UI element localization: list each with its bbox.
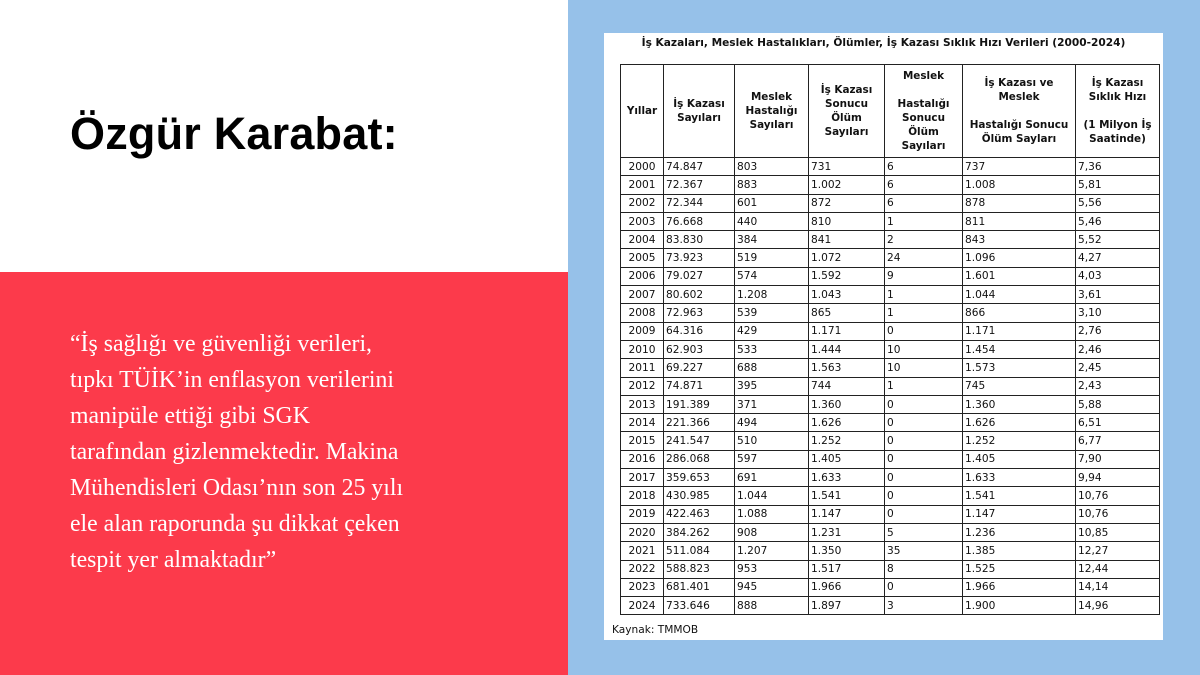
table-cell: 64.316 bbox=[664, 322, 735, 340]
table-cell: 10,76 bbox=[1076, 487, 1160, 505]
table-row bbox=[621, 304, 1160, 322]
table-row bbox=[621, 267, 1160, 285]
table-cell: 803 bbox=[735, 158, 809, 176]
table-row bbox=[621, 377, 1160, 395]
table-cell: 1 bbox=[885, 304, 963, 322]
year-cell: 2000 bbox=[621, 158, 664, 176]
title-area bbox=[0, 0, 568, 272]
table-cell: 1.252 bbox=[809, 432, 885, 450]
table-cell: 6 bbox=[885, 158, 963, 176]
table-row bbox=[621, 450, 1160, 468]
column-header: İş Kazası ve Meslek Hastalığı Sonucu Ölüm Sayları bbox=[963, 65, 1076, 158]
table-cell: 3,10 bbox=[1076, 304, 1160, 322]
year-cell: 2011 bbox=[621, 359, 664, 377]
table-cell: 1.147 bbox=[963, 505, 1076, 523]
table-cell: 80.602 bbox=[664, 286, 735, 304]
table-cell: 5,46 bbox=[1076, 212, 1160, 230]
table-cell: 5 bbox=[885, 523, 963, 541]
year-cell: 2022 bbox=[621, 560, 664, 578]
table-cell: 83.830 bbox=[664, 231, 735, 249]
table-cell: 1.231 bbox=[809, 523, 885, 541]
table-cell: 10 bbox=[885, 340, 963, 358]
table-cell: 74.871 bbox=[664, 377, 735, 395]
table-cell: 731 bbox=[809, 158, 885, 176]
table-cell: 9 bbox=[885, 267, 963, 285]
table-row bbox=[621, 523, 1160, 541]
table-cell: 2,43 bbox=[1076, 377, 1160, 395]
year-cell: 2002 bbox=[621, 194, 664, 212]
table-cell: 4,27 bbox=[1076, 249, 1160, 267]
table-cell: 811 bbox=[963, 212, 1076, 230]
table-cell: 945 bbox=[735, 578, 809, 596]
table-cell: 1 bbox=[885, 286, 963, 304]
table-cell: 1.207 bbox=[735, 542, 809, 560]
year-cell: 2019 bbox=[621, 505, 664, 523]
table-cell: 1.592 bbox=[809, 267, 885, 285]
year-cell: 2007 bbox=[621, 286, 664, 304]
table-cell: 395 bbox=[735, 377, 809, 395]
source-note: Kaynak: TMMOB bbox=[612, 624, 699, 636]
table-cell: 1.897 bbox=[809, 597, 885, 615]
table-row bbox=[621, 560, 1160, 578]
table-cell: 286.068 bbox=[664, 450, 735, 468]
table-cell: 62.903 bbox=[664, 340, 735, 358]
table-cell: 8 bbox=[885, 560, 963, 578]
table-cell: 3 bbox=[885, 597, 963, 615]
table-row bbox=[621, 487, 1160, 505]
table-cell: 865 bbox=[809, 304, 885, 322]
table-cell: 1.236 bbox=[963, 523, 1076, 541]
table-cell: 76.668 bbox=[664, 212, 735, 230]
table-cell: 1.454 bbox=[963, 340, 1076, 358]
table-cell: 519 bbox=[735, 249, 809, 267]
table-cell: 1.601 bbox=[963, 267, 1076, 285]
table-cell: 1.147 bbox=[809, 505, 885, 523]
table-cell: 2,45 bbox=[1076, 359, 1160, 377]
table-cell: 7,36 bbox=[1076, 158, 1160, 176]
table-cell: 0 bbox=[885, 505, 963, 523]
table-cell: 384.262 bbox=[664, 523, 735, 541]
year-cell: 2017 bbox=[621, 469, 664, 487]
table-cell: 872 bbox=[809, 194, 885, 212]
table-cell: 1.633 bbox=[809, 469, 885, 487]
table-cell: 1.002 bbox=[809, 176, 885, 194]
table-row bbox=[621, 359, 1160, 377]
table-cell: 221.366 bbox=[664, 414, 735, 432]
column-header: Meslek Hastalığı Sayıları bbox=[735, 65, 809, 158]
table-cell: 1.385 bbox=[963, 542, 1076, 560]
table-cell: 1.900 bbox=[963, 597, 1076, 615]
table-cell: 10,76 bbox=[1076, 505, 1160, 523]
table-row bbox=[621, 231, 1160, 249]
table-cell: 1.044 bbox=[735, 487, 809, 505]
table-cell: 1.517 bbox=[809, 560, 885, 578]
table-cell: 883 bbox=[735, 176, 809, 194]
year-cell: 2020 bbox=[621, 523, 664, 541]
table-cell: 511.084 bbox=[664, 542, 735, 560]
table-cell: 1.008 bbox=[963, 176, 1076, 194]
table-row bbox=[621, 469, 1160, 487]
table-row bbox=[621, 578, 1160, 596]
document-title: İş Kazaları, Meslek Hastalıkları, Ölümler, İş Kazası Sıklık Hızı Verileri (2000-2024) bbox=[641, 37, 1126, 49]
table-cell: 0 bbox=[885, 450, 963, 468]
year-cell: 2001 bbox=[621, 176, 664, 194]
table-cell: 10,85 bbox=[1076, 523, 1160, 541]
table-cell: 9,94 bbox=[1076, 469, 1160, 487]
data-table bbox=[620, 64, 1160, 615]
table-cell: 2,76 bbox=[1076, 322, 1160, 340]
table-cell: 843 bbox=[963, 231, 1076, 249]
table-cell: 953 bbox=[735, 560, 809, 578]
table-cell: 72.344 bbox=[664, 194, 735, 212]
year-cell: 2012 bbox=[621, 377, 664, 395]
table-cell: 744 bbox=[809, 377, 885, 395]
table-cell: 422.463 bbox=[664, 505, 735, 523]
table-cell: 574 bbox=[735, 267, 809, 285]
year-cell: 2010 bbox=[621, 340, 664, 358]
table-cell: 241.547 bbox=[664, 432, 735, 450]
table-cell: 73.923 bbox=[664, 249, 735, 267]
table-cell: 733.646 bbox=[664, 597, 735, 615]
table-cell: 6 bbox=[885, 176, 963, 194]
year-cell: 2013 bbox=[621, 395, 664, 413]
table-cell: 79.027 bbox=[664, 267, 735, 285]
table-cell: 5,56 bbox=[1076, 194, 1160, 212]
year-cell: 2009 bbox=[621, 322, 664, 340]
table-cell: 1.044 bbox=[963, 286, 1076, 304]
table-row bbox=[621, 395, 1160, 413]
year-cell: 2016 bbox=[621, 450, 664, 468]
table-cell: 0 bbox=[885, 322, 963, 340]
table-cell: 430.985 bbox=[664, 487, 735, 505]
table-cell: 866 bbox=[963, 304, 1076, 322]
table-cell: 888 bbox=[735, 597, 809, 615]
table-cell: 1.541 bbox=[809, 487, 885, 505]
table-cell: 1.171 bbox=[809, 322, 885, 340]
table-cell: 588.823 bbox=[664, 560, 735, 578]
table-cell: 494 bbox=[735, 414, 809, 432]
table-cell: 359.653 bbox=[664, 469, 735, 487]
year-cell: 2014 bbox=[621, 414, 664, 432]
table-cell: 908 bbox=[735, 523, 809, 541]
table-cell: 601 bbox=[735, 194, 809, 212]
table-cell: 0 bbox=[885, 395, 963, 413]
table-cell: 440 bbox=[735, 212, 809, 230]
year-cell: 2004 bbox=[621, 231, 664, 249]
table-row bbox=[621, 176, 1160, 194]
table-cell: 0 bbox=[885, 487, 963, 505]
speaker-name-title: Özgür Karabat: bbox=[70, 108, 398, 159]
table-cell: 1.966 bbox=[963, 578, 1076, 596]
table-cell: 384 bbox=[735, 231, 809, 249]
table-cell: 191.389 bbox=[664, 395, 735, 413]
table-row bbox=[621, 322, 1160, 340]
table-cell: 35 bbox=[885, 542, 963, 560]
document-image bbox=[604, 33, 1163, 640]
table-cell: 5,52 bbox=[1076, 231, 1160, 249]
table-cell: 4,03 bbox=[1076, 267, 1160, 285]
table-cell: 1.626 bbox=[963, 414, 1076, 432]
year-cell: 2024 bbox=[621, 597, 664, 615]
table-cell: 5,88 bbox=[1076, 395, 1160, 413]
year-cell: 2021 bbox=[621, 542, 664, 560]
table-cell: 5,81 bbox=[1076, 176, 1160, 194]
table-cell: 597 bbox=[735, 450, 809, 468]
table-cell: 1.541 bbox=[963, 487, 1076, 505]
table-cell: 737 bbox=[963, 158, 1076, 176]
table-cell: 0 bbox=[885, 432, 963, 450]
table-cell: 14,96 bbox=[1076, 597, 1160, 615]
table-row bbox=[621, 212, 1160, 230]
table-cell: 691 bbox=[735, 469, 809, 487]
year-cell: 2015 bbox=[621, 432, 664, 450]
column-header: Yıllar bbox=[621, 65, 664, 158]
table-cell: 1.633 bbox=[963, 469, 1076, 487]
table-cell: 12,44 bbox=[1076, 560, 1160, 578]
table-cell: 1.405 bbox=[809, 450, 885, 468]
table-cell: 1.525 bbox=[963, 560, 1076, 578]
table-cell: 0 bbox=[885, 469, 963, 487]
table-cell: 1.171 bbox=[963, 322, 1076, 340]
table-cell: 1.444 bbox=[809, 340, 885, 358]
table-cell: 0 bbox=[885, 578, 963, 596]
table-cell: 1 bbox=[885, 377, 963, 395]
table-cell: 510 bbox=[735, 432, 809, 450]
table-cell: 74.847 bbox=[664, 158, 735, 176]
table-cell: 72.963 bbox=[664, 304, 735, 322]
year-cell: 2005 bbox=[621, 249, 664, 267]
table-header-row bbox=[621, 65, 1160, 158]
table-cell: 429 bbox=[735, 322, 809, 340]
table-cell: 841 bbox=[809, 231, 885, 249]
table-cell: 745 bbox=[963, 377, 1076, 395]
table-cell: 1.088 bbox=[735, 505, 809, 523]
table-cell: 6,51 bbox=[1076, 414, 1160, 432]
table-cell: 533 bbox=[735, 340, 809, 358]
table-cell: 1.563 bbox=[809, 359, 885, 377]
table-cell: 1.360 bbox=[963, 395, 1076, 413]
table-row bbox=[621, 432, 1160, 450]
table-cell: 371 bbox=[735, 395, 809, 413]
table-cell: 6 bbox=[885, 194, 963, 212]
year-cell: 2006 bbox=[621, 267, 664, 285]
year-cell: 2018 bbox=[621, 487, 664, 505]
table-row bbox=[621, 340, 1160, 358]
table-cell: 539 bbox=[735, 304, 809, 322]
table-cell: 1.096 bbox=[963, 249, 1076, 267]
table-cell: 2,46 bbox=[1076, 340, 1160, 358]
column-header: İş Kazası Sayıları bbox=[664, 65, 735, 158]
table-cell: 24 bbox=[885, 249, 963, 267]
quote-panel bbox=[0, 272, 568, 675]
table-cell: 12,27 bbox=[1076, 542, 1160, 560]
table-row bbox=[621, 286, 1160, 304]
table-cell: 1.252 bbox=[963, 432, 1076, 450]
table-row bbox=[621, 158, 1160, 176]
table-cell: 6,77 bbox=[1076, 432, 1160, 450]
table-cell: 1.405 bbox=[963, 450, 1076, 468]
year-cell: 2003 bbox=[621, 212, 664, 230]
column-header: Meslek Hastalığı Sonucu Ölüm Sayıları bbox=[885, 65, 963, 158]
table-cell: 1 bbox=[885, 212, 963, 230]
table-cell: 1.043 bbox=[809, 286, 885, 304]
table-cell: 2 bbox=[885, 231, 963, 249]
table-row bbox=[621, 542, 1160, 560]
table-cell: 1.208 bbox=[735, 286, 809, 304]
table-cell: 1.350 bbox=[809, 542, 885, 560]
table-cell: 72.367 bbox=[664, 176, 735, 194]
table-cell: 810 bbox=[809, 212, 885, 230]
table-cell: 1.360 bbox=[809, 395, 885, 413]
table-cell: 1.966 bbox=[809, 578, 885, 596]
table-body bbox=[621, 158, 1160, 615]
table-cell: 688 bbox=[735, 359, 809, 377]
table-cell: 3,61 bbox=[1076, 286, 1160, 304]
table-cell: 1.573 bbox=[963, 359, 1076, 377]
table-cell: 1.626 bbox=[809, 414, 885, 432]
document-panel bbox=[568, 0, 1200, 675]
year-cell: 2023 bbox=[621, 578, 664, 596]
table-cell: 7,90 bbox=[1076, 450, 1160, 468]
table-cell: 0 bbox=[885, 414, 963, 432]
table-cell: 681.401 bbox=[664, 578, 735, 596]
year-cell: 2008 bbox=[621, 304, 664, 322]
table-row bbox=[621, 597, 1160, 615]
table-cell: 69.227 bbox=[664, 359, 735, 377]
table-row bbox=[621, 505, 1160, 523]
quote-text: “İş sağlığı ve güvenliği verileri, tıpkı TÜİK’in enflasyon verilerini manipüle ettiği gibi SGK tarafından gizlenmektedir. Makina Mühendisleri Odası’nın son 25 yılı ele alan raporunda şu dikkat çeken tespit yer almaktadır” bbox=[70, 331, 404, 573]
table-row bbox=[621, 249, 1160, 267]
column-header: İş Kazası Sonucu Ölüm Sayıları bbox=[809, 65, 885, 158]
table-cell: 878 bbox=[963, 194, 1076, 212]
table-cell: 14,14 bbox=[1076, 578, 1160, 596]
table-cell: 1.072 bbox=[809, 249, 885, 267]
table-cell: 10 bbox=[885, 359, 963, 377]
table-row bbox=[621, 414, 1160, 432]
column-header: İş Kazası Sıklık Hızı (1 Milyon İş Saatinde) bbox=[1076, 65, 1160, 158]
table-row bbox=[621, 194, 1160, 212]
